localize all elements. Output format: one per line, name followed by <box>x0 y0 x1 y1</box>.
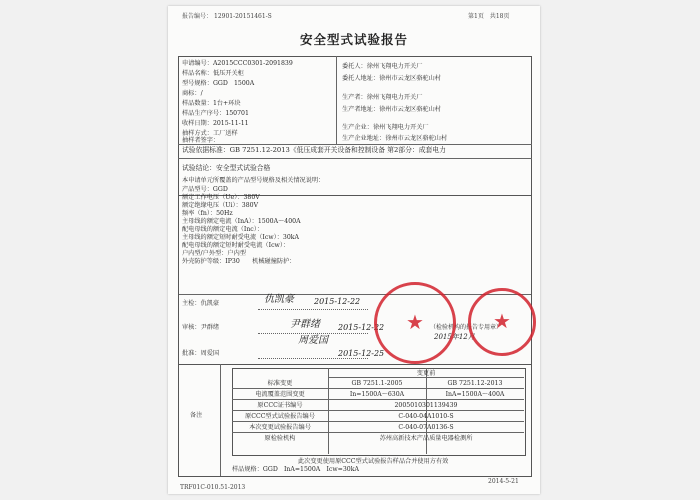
row-after: GB 7251.12-2013 <box>447 380 503 387</box>
info-left-row: 型号规格：GGD 1500A <box>182 80 255 87</box>
remark-divider <box>220 364 221 476</box>
star-icon: ★ <box>493 309 511 333</box>
row-before: 2005010301139439 <box>394 402 458 409</box>
row-item: 原检验机构 <box>264 435 296 442</box>
scope-title: 本申请单元所覆盖的产品型号规格及相关情况说明： <box>182 177 325 184</box>
test-conclusion: 试验结论：安全型式试验合格 <box>182 164 271 172</box>
signature-date: 2015-12-22 <box>314 297 361 306</box>
seal-caption: （检验机构的报告专用章） <box>430 324 503 331</box>
test-basis-line1: 试验依据标准：GB 7251.12-2013《低压成套开关设备和控制设备 第2部分：成套电力 <box>182 146 446 154</box>
star-icon: ★ <box>406 310 424 334</box>
row-item: 电流覆盖范围变更 <box>255 391 305 398</box>
changes-note: 此次变更使用原CCC型式试验报告样品合并使用方有效 <box>298 458 449 465</box>
row-item: 标准变更 <box>267 380 293 387</box>
sign-line <box>258 358 368 359</box>
info-divider <box>336 56 337 144</box>
info-right-row: 生产企业：徐州飞翔电力开关厂 <box>342 124 429 131</box>
signature-date: 2015-12-22 <box>338 323 385 332</box>
row-line <box>232 410 524 411</box>
handwritten-signature: 仇凯豪 <box>264 294 294 305</box>
seal-date: 2015年12月 <box>434 333 475 341</box>
basis-bottom-line <box>178 158 532 159</box>
report-number: 12901-20151461-S <box>214 13 272 20</box>
scope-line: 配电母线的额定短时耐受电流（Icw）： <box>182 242 290 249</box>
row-line <box>232 388 524 389</box>
scope-line: 额定工作电压（Ue）：380V <box>182 194 260 201</box>
info-left-row: 样品生产序号：150701 <box>182 110 249 117</box>
row-item: 原CCC证书编号 <box>257 402 303 409</box>
scope-line: 主母线的额定电流（InA）：1500A～400A <box>182 218 301 225</box>
sign-line <box>258 333 368 334</box>
row-item: 本次变更试验报告编号 <box>249 424 311 431</box>
official-seal-stamp <box>374 282 456 364</box>
remark-label: 备注 <box>190 412 203 419</box>
row-before: 苏州高新技术产品质量电器检测所 <box>379 435 473 442</box>
info-bottom-line <box>178 144 532 145</box>
info-left-row: 样品名称：低压开关柜 <box>182 70 244 77</box>
handwritten-signature: 周爱国 <box>298 335 328 346</box>
row-before: GB 7251.1-2005 <box>351 380 403 387</box>
row-item: 原CCC型式试验报告编号 <box>245 413 315 420</box>
row-before: C-040-07A0136-S <box>398 424 454 431</box>
handwritten-signature: 尹群绪 <box>290 319 320 330</box>
sign-line <box>258 309 368 310</box>
scope-line: 频率（fn）：50Hz <box>182 210 233 217</box>
report-number-label: 报告编号： <box>182 13 213 20</box>
info-left-row: 申请编号：A2015CCC0301-2091839 <box>182 60 293 67</box>
report-seal-stamp <box>468 288 536 356</box>
signature-role: 批准：周爱国 <box>182 350 220 357</box>
info-left-row: 收样日期：2015-11-11 <box>182 120 249 127</box>
scope-line: 户内型/户外型：户内型 <box>182 250 246 257</box>
row-before: C-040-04A1010-S <box>398 413 454 420</box>
report-page <box>168 6 540 494</box>
row-line <box>232 421 524 422</box>
header-line <box>328 377 524 378</box>
scope-line: 额定绝缘电压（Ui）：380V <box>182 202 259 209</box>
signature-role: 主检：仇凯豪 <box>182 300 220 307</box>
sample-spec-line: 样品规格：GGD InA=1500A Icw=30kA <box>232 466 359 473</box>
info-left-row: 样品数量：1台+环块 <box>182 100 241 107</box>
info-right-row: 生产企业地址：徐州市云龙区骆驼山村 <box>342 135 448 142</box>
scope-line: 外壳防护等级：IP30 机械碰撞防护： <box>182 258 296 265</box>
column-header: 变更前 <box>416 370 436 377</box>
sampler-signature: 抽样者签字： <box>182 137 220 144</box>
info-left-row: 抽样方式：工厂送样 <box>182 130 238 137</box>
info-right-row: 委托人地址：徐州市云龙区骆驼山村 <box>342 75 441 82</box>
footer-date: 2014-5-21 <box>488 478 519 485</box>
footer-form-number: TRF01C-010.51-2013 <box>180 484 246 491</box>
row-line <box>232 399 524 400</box>
signature-role: 审核：尹群绪 <box>182 324 220 331</box>
scope-line: 配电母线的额定电流（Inc）： <box>182 226 264 233</box>
info-left-row: 商标：/ <box>182 90 203 97</box>
row-line <box>232 432 524 433</box>
row-after: InA=1500A～400A <box>445 391 505 398</box>
row-before: In=1500A～630A <box>349 391 405 398</box>
info-right-row: 委托人：徐州飞翔电力开关厂 <box>342 63 423 70</box>
page-info: 第1页 共18页 <box>468 13 510 20</box>
scope-line: 主母线的额定短时耐受电流（Icw）：30kA <box>182 234 300 241</box>
scope-line: 产品型号：GGD <box>182 186 228 193</box>
info-right-row: 生产者：徐州飞翔电力开关厂 <box>342 94 423 101</box>
signature-date: 2015-12-25 <box>338 349 385 358</box>
info-right-row: 生产者地址：徐州市云龙区骆驼山村 <box>342 106 441 113</box>
page-title: 安全型式试验报告 <box>299 32 408 47</box>
